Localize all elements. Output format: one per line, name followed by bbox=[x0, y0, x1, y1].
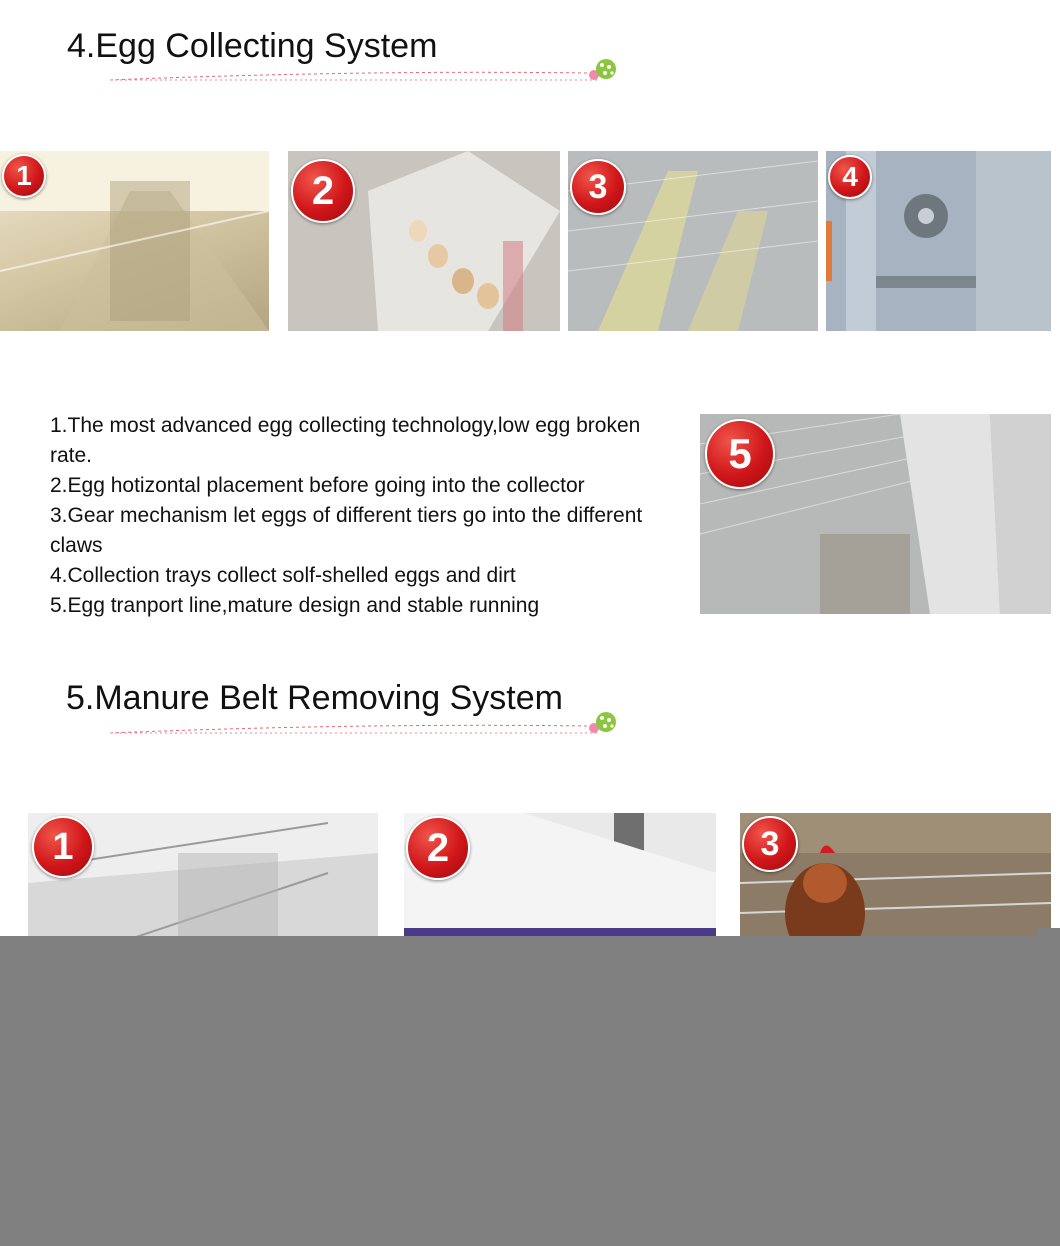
egg-photo-3-claw-conveyor bbox=[568, 151, 818, 331]
egg-collecting-feature-list bbox=[50, 411, 675, 621]
feature-item: 3.Gear mechanism let eggs of different tiers go into the different claws bbox=[50, 504, 643, 557]
gray-overlay-block bbox=[0, 936, 1060, 1246]
feature-item: 5.Egg tranport line,mature design and stable running bbox=[50, 594, 540, 617]
step-badge-2: 2 bbox=[291, 159, 355, 223]
step-badge-5: 5 bbox=[705, 419, 775, 489]
title-divider-ornament bbox=[108, 58, 628, 82]
section-title-manure-belt: 5.Manure Belt Removing System bbox=[66, 679, 563, 717]
egg-photo-1-henhouse bbox=[0, 151, 269, 331]
manure-photo-2-belt bbox=[404, 813, 716, 953]
step-badge-3: 3 bbox=[742, 816, 798, 872]
feature-item: 2.Egg hotizontal placement before going into the collector bbox=[50, 474, 585, 497]
step-badge-2: 2 bbox=[406, 816, 470, 880]
step-badge-1: 1 bbox=[2, 154, 46, 198]
gray-overlay-block-right bbox=[1038, 928, 1060, 938]
egg-photo-2-egg-claws bbox=[288, 151, 560, 331]
step-badge-1: 1 bbox=[32, 816, 94, 878]
title-divider-ornament bbox=[108, 711, 628, 735]
egg-photo-4-collection-tray bbox=[826, 151, 1051, 331]
manure-photo-3-hen-cage bbox=[740, 813, 1051, 943]
step-badge-3: 3 bbox=[570, 159, 626, 215]
manure-photo-1-henhouse bbox=[28, 813, 378, 953]
feature-item: 1.The most advanced egg collecting technology,low egg broken rate. bbox=[50, 414, 641, 467]
egg-photo-5-transport-line bbox=[700, 414, 1051, 614]
feature-item: 4.Collection trays collect solf-shelled eggs and dirt bbox=[50, 564, 516, 587]
section-title-egg-collecting: 4.Egg Collecting System bbox=[67, 27, 438, 65]
step-badge-4: 4 bbox=[828, 155, 872, 199]
